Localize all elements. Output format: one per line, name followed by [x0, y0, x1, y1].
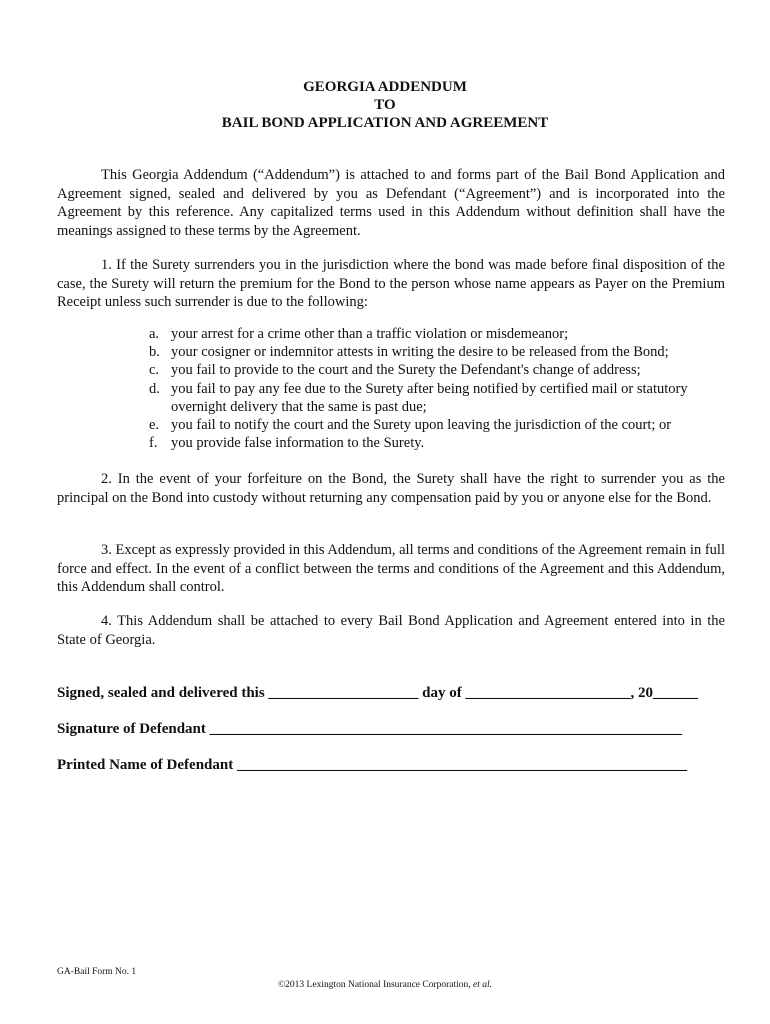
- list-item-text: your arrest for a crime other than a traffic violation or misdemeanor;: [171, 326, 569, 342]
- list-item: [140, 361, 700, 379]
- defendant-signature-line[interactable]: Signature of Defendant _______________________________________________________________: [57, 721, 683, 737]
- list-item: [140, 325, 700, 343]
- copyright-suffix: et al.: [473, 980, 493, 990]
- form-number: GA-Bail Form No. 1: [57, 967, 137, 977]
- list-item: [140, 434, 700, 452]
- copyright-text: ©2013 Lexington National Insurance Corporation,: [277, 980, 471, 990]
- exceptions-list: [140, 325, 700, 452]
- list-item-text: you provide false information to the Surety.: [171, 435, 425, 452]
- list-marker: b.: [149, 344, 160, 361]
- clause-1-paragraph: 1. If the Surety surrenders you in the jurisdiction where the bond was made before final disposition of the case, the Surety will return the premium for the Bond to the person whose name appears as Payer on the Premium Receipt unless such surrender is due to the following:: [57, 257, 725, 311]
- list-item-text: your cosigner or indemnitor attests in writing the desire to be released from the Bond;: [171, 344, 669, 361]
- defendant-printed-name-line[interactable]: Printed Name of Defendant ____________________________________________________________: [57, 757, 687, 773]
- list-marker: f.: [149, 435, 158, 452]
- list-item: [140, 343, 700, 361]
- copyright-notice: [0, 980, 770, 990]
- intro-paragraph: This Georgia Addendum (“Addendum”) is attached to and forms part of the Bail Bond Application and Agreement signed, sealed and delivered by you as Defendant (“Agreement”) and is incorporated into the Agreement by this reference. Any capitalized terms used in this Addendum without definition shall have the meanings assigned to these terms by the Agreement.: [57, 167, 725, 239]
- signed-date-line[interactable]: Signed, sealed and delivered this ____________________ day of ______________________, 20______: [57, 685, 699, 701]
- document-title-line-3: BAIL BOND APPLICATION AND AGREEMENT: [221, 115, 549, 131]
- clause-3-paragraph: 3. Except as expressly provided in this Addendum, all terms and conditions of the Agreement remain in full force and effect. In the event of a conflict between the terms and conditions of the Agreement and this Addendum, this Addendum shall control.: [57, 542, 725, 596]
- list-item: [140, 380, 700, 416]
- list-item: [140, 416, 700, 434]
- list-item-text: you fail to pay any fee due to the Surety after being notified by certified mail or statutory overnight delivery that the same is past due;: [171, 380, 688, 415]
- list-marker: a.: [149, 326, 160, 342]
- clause-2-paragraph: 2. In the event of your forfeiture on the Bond, the Surety shall have the right to surrender you as the principal on the Bond into custody without returning any compensation paid by you or anyone else for the Bond.: [57, 471, 725, 506]
- document-title-line-1: GEORGIA ADDENDUM: [303, 79, 467, 95]
- list-marker: d.: [149, 380, 160, 397]
- list-item-text: you fail to provide to the court and the Surety the Defendant's change of address;: [171, 362, 641, 379]
- list-item-text: you fail to notify the court and the Surety upon leaving the jurisdiction of the court; or: [171, 417, 672, 434]
- list-marker: e.: [149, 417, 160, 434]
- list-marker: c.: [149, 362, 160, 379]
- document-title-line-2: TO: [374, 97, 396, 113]
- clause-4-paragraph: 4. This Addendum shall be attached to every Bail Bond Application and Agreement entered into in the State of Georgia.: [57, 613, 725, 648]
